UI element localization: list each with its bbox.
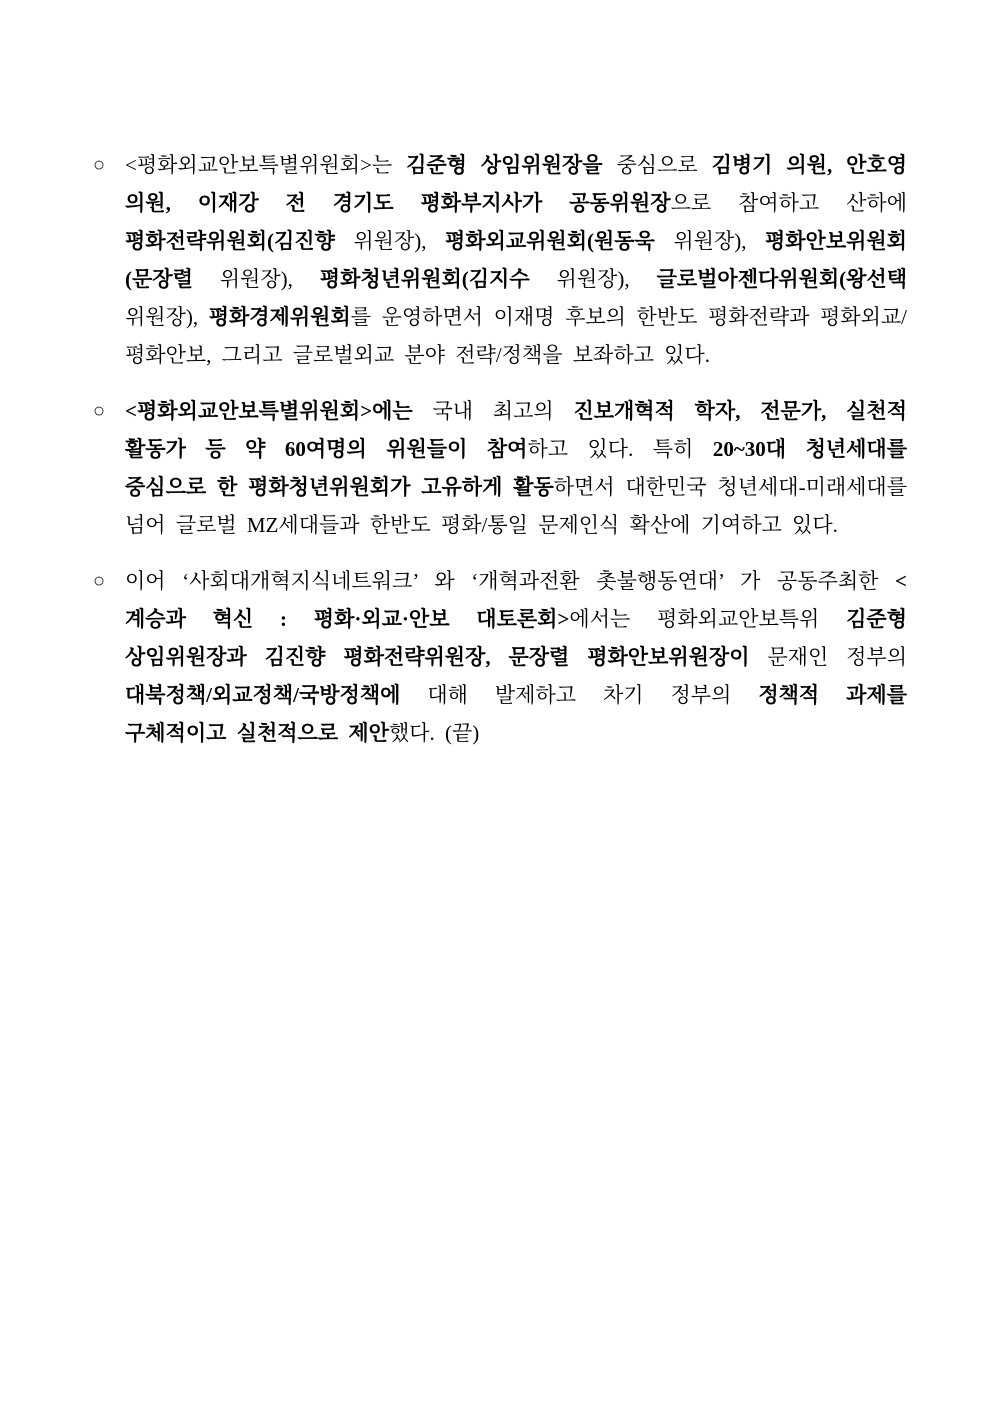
text-run: 글로벌아젠다위원회(왕선택 (656, 267, 907, 291)
text-run: 대해 발제하고 차기 정부의 (400, 683, 759, 707)
paragraph-text (125, 146, 907, 374)
text-run: 평화전략위원회(김진향 (125, 229, 335, 253)
bullet-paragraph (93, 392, 907, 544)
text-run: 20~30대 청년세대를 중심으로 한 평화청년위원회가 고유하게 활동 (125, 437, 907, 499)
text-run: 에서는 평화외교안보특위 (569, 607, 847, 631)
text-run: 평화청년위원회(김지수 (319, 267, 530, 291)
circle-bullet-icon: ○ (93, 400, 106, 422)
text-run: 진보개혁적 학자, 전문가, 실천적 활동가 등 약 60여명의 위원들이 참여 (125, 399, 907, 461)
text-run: 위원장), (125, 305, 209, 329)
text-run: 위원장), (192, 267, 320, 291)
paragraph-text (125, 562, 907, 752)
text-run: 하면서 대한민국 청년세대-미래세대를 넘어 글로벌 MZ세대들과 한반도 평화/통일 문제인식 확산에 기여하고 있다. (125, 475, 907, 537)
text-run: 으로 참여하고 산하에 (670, 191, 907, 215)
text-run: 문재인 정부의 (749, 645, 907, 669)
bullet-paragraph (93, 562, 907, 752)
text-run: 이어 ‘사회대개혁지식네트워크’ 와 ‘개혁과전환 촛불행동연대’ 가 공동주최한 (125, 569, 896, 593)
paragraph-text (125, 392, 907, 544)
text-run: 위원장), (334, 229, 445, 253)
document-body (93, 146, 907, 770)
circle-bullet-icon: ○ (93, 154, 106, 176)
text-run: 김준형 상임위원장과 김진향 평화전략위원장, 문장렬 평화안보위원장이 (125, 607, 907, 669)
text-run: 김병기 의원, 안호영 의원, 이재강 전 경기도 평화부지사가 공동위원장 (125, 153, 907, 215)
text-run: 를 운영하면서 이재명 후보의 한반도 평화전략과 평화외교/평화안보, 그리고 글로벌외교 분야 전략/정책을 보좌하고 있다. (125, 305, 907, 367)
text-run: 정책적 과제를 구체적이고 실천적으로 제안 (125, 683, 907, 745)
text-run: 위원장), (654, 229, 765, 253)
text-run: 위원장), (529, 267, 657, 291)
text-run: 국내 최고의 (412, 399, 574, 423)
text-run: 평화외교위원회(원동욱 (444, 229, 655, 253)
circle-bullet-icon: ○ (93, 570, 106, 592)
text-run: 했다. (끝) (388, 721, 480, 745)
text-run: 하고 있다. 특히 (527, 437, 713, 461)
text-run: <평화외교안보특별위원회>에는 (125, 399, 413, 423)
text-run: 중심으로 (602, 153, 712, 177)
text-run: 대북정책/외교정책/국방정책에 (125, 683, 401, 707)
text-run: <계승과 혁신 : 평화·외교·안보 대토론회> (125, 569, 907, 631)
text-run: 평화경제위원회 (208, 305, 351, 329)
bullet-paragraph (93, 146, 907, 374)
text-run: 평화안보위원회(문장렬 (125, 229, 907, 291)
text-run: <평화외교안보특별위원회>는 (125, 153, 407, 177)
text-run: 김준형 상임위원장을 (406, 153, 603, 177)
